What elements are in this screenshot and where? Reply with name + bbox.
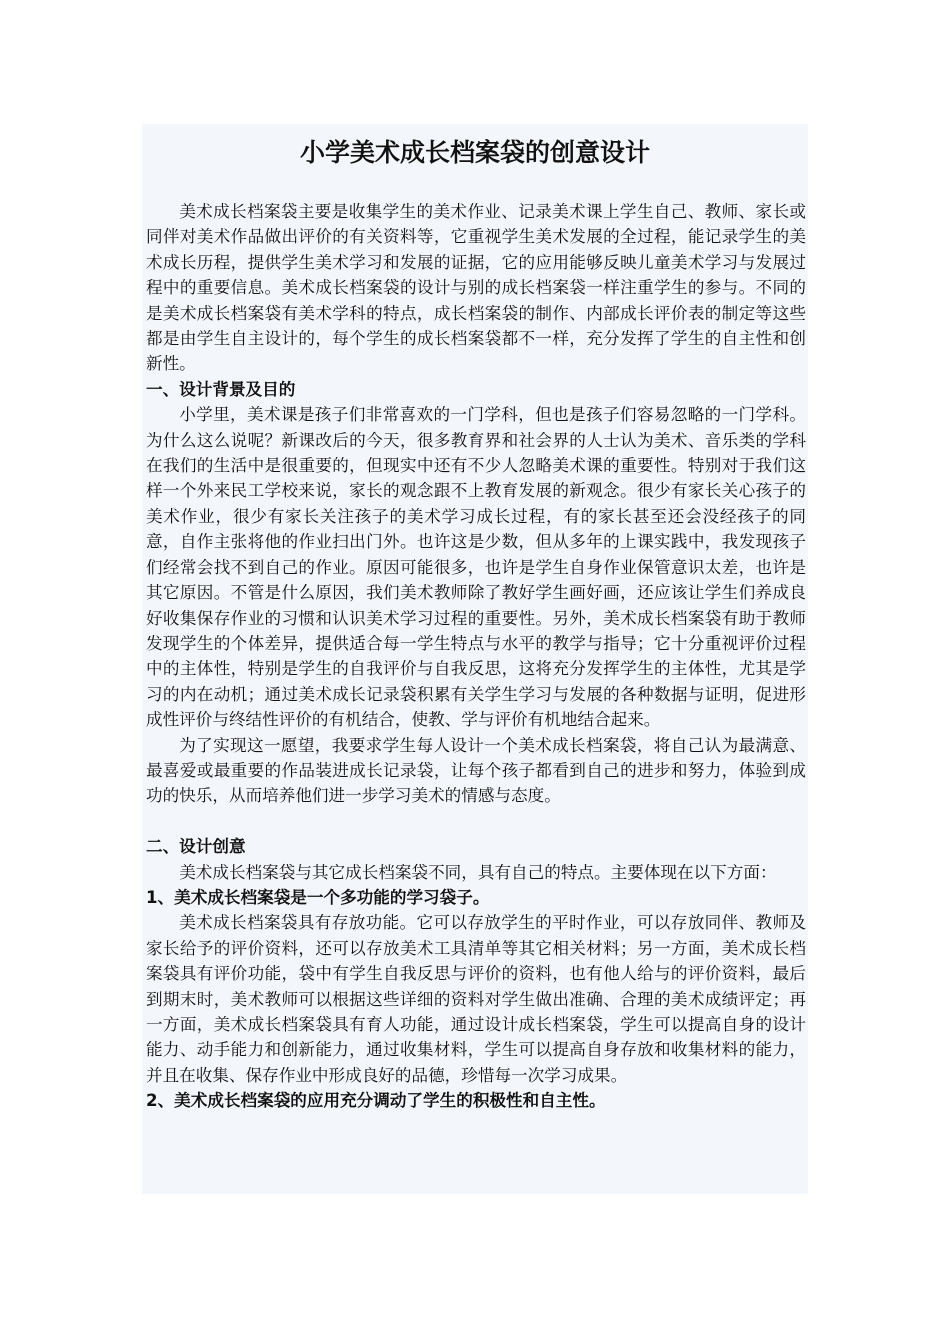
subsection-1-heading: 1、美术成长档案袋是一个多功能的学习袋子。 bbox=[146, 887, 490, 907]
subsection-1-paragraph: 美术成长档案袋具有存放功能。它可以存放学生的平时作业，可以存放同伴、教师及家长给予的评价资料，还可以存放美术工具清单等其它相关材料；另一方面，美术成长档案袋具有评价功能，袋中有学生自我反思与评价的资料，也有他人给与的评价资料，最后到期末时，美术教师可以根据这些详细的资料对学生做出准确、合理的美术成绩评定；再一方面，美术成长档案袋具有育人功能，通过设计成长档案袋，学生可以提高自身的设计能力、动手能力和创新能力，通过收集材料，学生可以提高自身存放和收集材料的能力，并且在收集、保存作业中形成良好的品德，珍惜每一次学习成果。 bbox=[146, 913, 806, 1085]
section-2-heading: 二、设计创意 bbox=[146, 837, 246, 857]
section-1-heading: 一、设计背景及目的 bbox=[146, 379, 296, 399]
subsection-2-heading: 2、美术成长档案袋的应用充分调动了学生的积极性和自主性。 bbox=[146, 1091, 606, 1111]
blank-line bbox=[146, 809, 806, 834]
intro-paragraph: 美术成长档案袋主要是收集学生的美术作业、记录美术课上学生自己、教师、家长或同伴对美术作品做出评价的有关资料等，它重视学生美术发展的全过程，能记录学生的美术成长历程，提供学生美术学习和发展的证据，它的应用能够反映儿童美术学习与发展过程中的重要信息。美术成长档案袋的设计与别的成长档案袋一样注重学生的参与。不同的是美术成长档案袋有美术学科的特点，成长档案袋的制作、内部成长评价表的制定等这些都是由学生自主设计的，每个学生的成长档案袋都不一样，充分发挥了学生的自主性和创新性。 bbox=[146, 202, 806, 374]
section-1-paragraph-1: 小学里，美术课是孩子们非常喜欢的一门学科，但也是孩子们容易忽略的一门学科。为什么这么说呢？新课改后的今天，很多教育界和社会界的人士认为美术、音乐类的学科在我们的生活中是很重要的，但现实中还有不少人忽略美术课的重要性。特别对于我们这样一个外来民工学校来说，家长的观念跟不上教育发展的新观念。很少有家长关心孩子的美术作业，很少有家长关注孩子的美术学习成长过程，有的家长甚至还会没经孩子的同意，自作主张将他的作业扫出门外。也许这是少数，但从多年的上课实践中，我发现孩子们经常会找不到自己的作业。原因可能很多，也许是学生自身作业保管意识太差，也许是其它原因。不管是什么原因，我们美术教师除了教好学生画好画，还应该让学生们养成良好收集保存作业的习惯和认识美术学习过程的重要性。另外，美术成长档案袋有助于教师发现学生的个体差异，提供适合每一学生特点与水平的教学与指导；它十分重视评价过程中的主体性，特别是学生的自我评价与自我反思，这将充分发挥学生的主体性，尤其是学习的内在动机；通过美术成长记录袋积累有关学生学习与发展的各种数据与证明，促进形成性评价与终结性评价的有机结合，使教、学与评价有机地结合起来。 bbox=[146, 405, 806, 730]
section-1-paragraph-2: 为了实现这一愿望，我要求学生每人设计一个美术成长档案袋，将自己认为最满意、最喜爱或最重要的作品装进成长记录袋，让每个孩子都看到自己的进步和努力，体验到成功的快乐，从而培养他们进一步学习美术的情感与态度。 bbox=[146, 735, 806, 806]
document-title: 小学美术成长档案袋的创意设计 bbox=[299, 138, 650, 167]
section-2-paragraph-1: 美术成长档案袋与其它成长档案袋不同，具有自己的特点。主要体现在以下方面： bbox=[179, 862, 777, 882]
document-body bbox=[146, 199, 806, 1114]
